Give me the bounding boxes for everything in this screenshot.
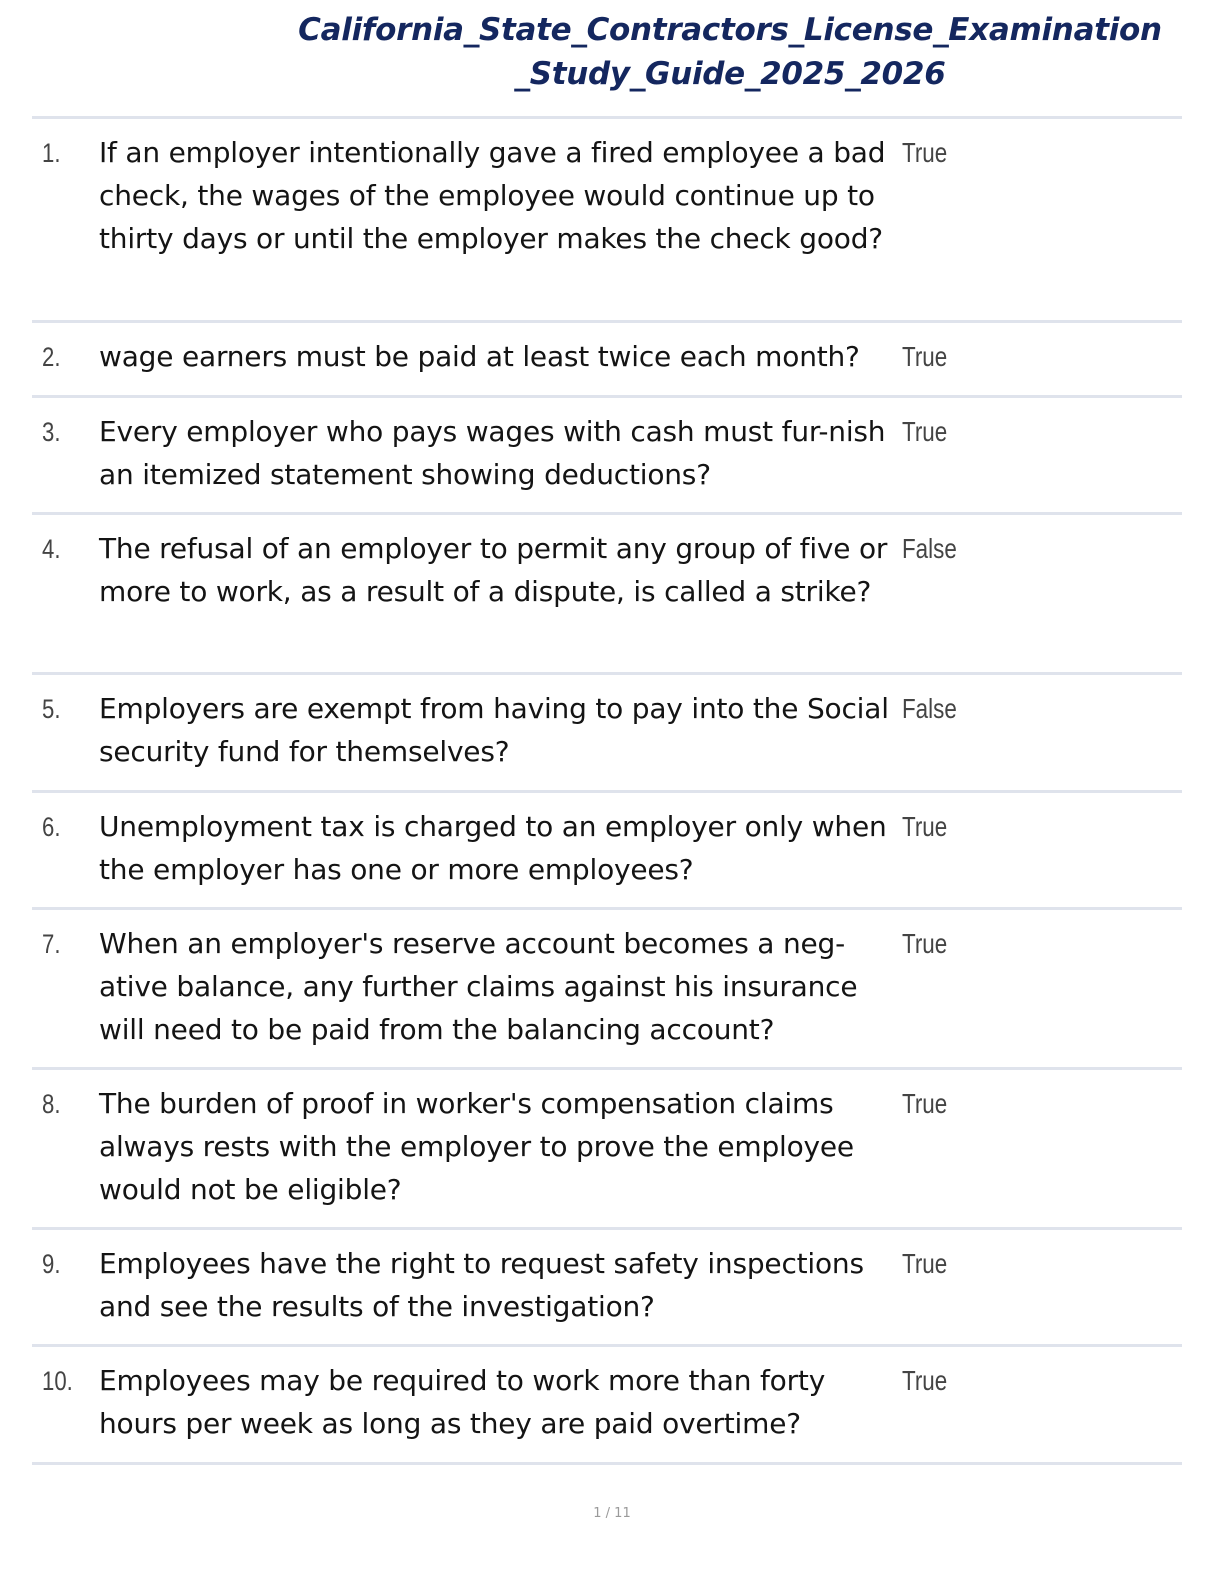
- answer-text: True: [902, 1248, 948, 1279]
- question-number: 5.: [42, 694, 61, 724]
- question-text: Employers are exempt from having to pay into the Social security fund for themselves?: [99, 692, 889, 768]
- question-row-6: [32, 793, 1182, 910]
- question-number: 1.: [42, 138, 61, 168]
- question-text: The refusal of an employer to permit any group of five or more to work, as a result of a dispute, is called a strike?: [99, 532, 888, 608]
- question-text: When an employer's reserve account becomes a neg-ative balance, any further claims against his insurance will need to be paid from the balancing account?: [99, 927, 858, 1046]
- question-row-4: [32, 515, 1182, 675]
- question-row-5: [32, 675, 1182, 793]
- question-number: 6.: [42, 812, 61, 842]
- question-text: wage earners must be paid at least twice each month?: [99, 340, 860, 373]
- question-text: Employees have the right to request safety inspections and see the results of the investigation?: [99, 1247, 864, 1323]
- question-number: 9.: [42, 1249, 61, 1279]
- document-title: [240, 8, 1220, 96]
- document-title-line-1: California_State_Contractors_License_Examination: [298, 12, 1162, 48]
- answer-text: True: [902, 1088, 948, 1119]
- answer-text: True: [902, 811, 948, 842]
- page-indicator: 1 / 11: [593, 1506, 631, 1521]
- question-number: 8.: [42, 1089, 61, 1119]
- question-row-10: [32, 1347, 1182, 1465]
- question-row-2: [32, 323, 1182, 398]
- answer-text: True: [902, 341, 948, 372]
- question-number: 2.: [42, 342, 61, 372]
- answer-text: True: [902, 416, 948, 447]
- question-text: The burden of proof in worker's compensation claims always rests with the employer to prove the employee would not be eligible?: [99, 1087, 854, 1206]
- document-title-line-2: _Study_Guide_2025_2026: [514, 56, 946, 92]
- question-row-1: [32, 119, 1182, 323]
- question-text: If an employer intentionally gave a fired employee a bad check, the wages of the employee would continue up to thirty days or until the employer makes the check good?: [99, 136, 886, 255]
- question-row-3: [32, 398, 1182, 515]
- answer-text: False: [902, 693, 957, 724]
- answer-text: True: [902, 928, 948, 959]
- question-number: 3.: [42, 417, 61, 447]
- question-row-9: [32, 1230, 1182, 1347]
- question-number: 7.: [42, 929, 61, 959]
- answer-text: True: [902, 137, 948, 168]
- question-row-7: [32, 910, 1182, 1070]
- answer-text: False: [902, 533, 957, 564]
- question-list: [32, 119, 1182, 1465]
- question-text: Unemployment tax is charged to an employer only when the employer has one or more employees?: [99, 810, 887, 886]
- question-row-8: [32, 1070, 1182, 1230]
- question-text: Employees may be required to work more than forty hours per week as long as they are paid overtime?: [99, 1364, 826, 1440]
- question-number: 10.: [42, 1366, 73, 1396]
- question-text: Every employer who pays wages with cash must fur-nish an itemized statement showing deductions?: [99, 415, 886, 491]
- answer-text: True: [902, 1365, 948, 1396]
- question-number: 4.: [42, 534, 61, 564]
